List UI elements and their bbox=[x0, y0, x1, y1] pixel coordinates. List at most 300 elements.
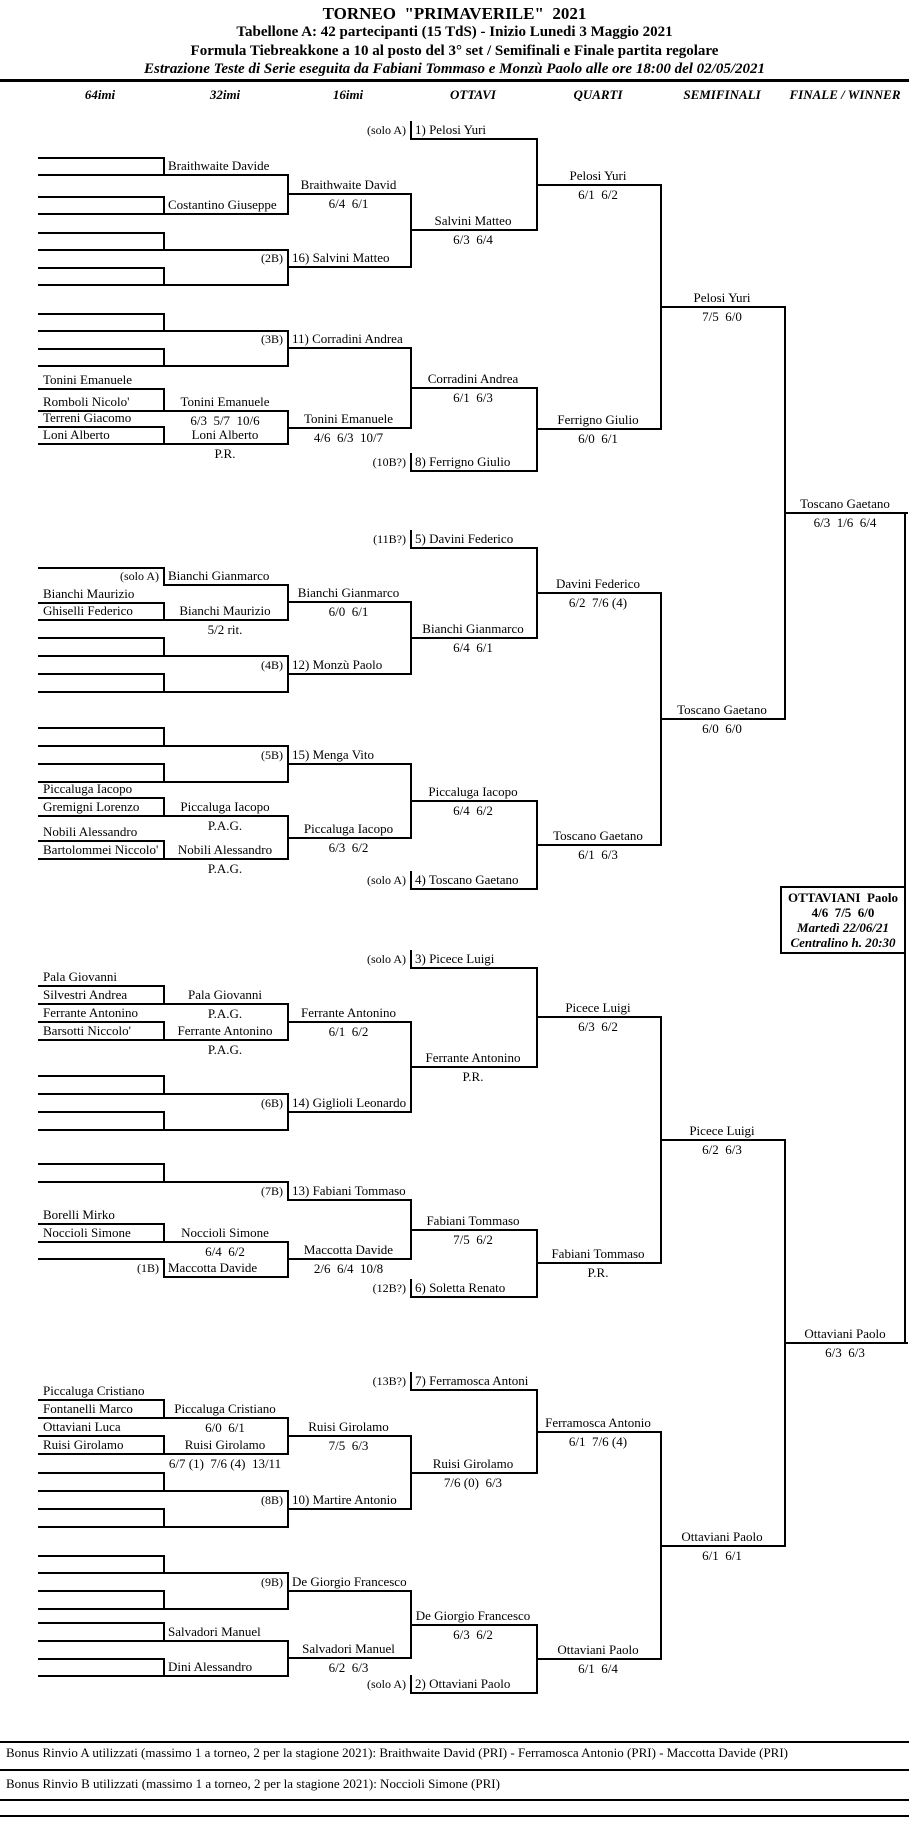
match-score: 6/1 6/3 bbox=[453, 390, 493, 405]
match-score: P.A.G. bbox=[207, 861, 243, 876]
player-name: Ferrante Antonino bbox=[177, 1023, 273, 1038]
seed-draw-note: Estrazione Teste di Serie eseguita da Fabiani Tommaso e Monzù Paolo alle ore 18:00 del 02/05/2021 bbox=[144, 61, 765, 77]
player-name: Nobili Alessandro bbox=[177, 842, 273, 857]
player-name: Barsotti Niccolo' bbox=[43, 1023, 131, 1038]
match-score: 6/4 6/1 bbox=[328, 196, 369, 211]
player-name: Bianchi Gianmarco bbox=[168, 568, 270, 583]
match-score: 7/5 6/2 bbox=[453, 1232, 493, 1247]
bracket-line bbox=[38, 232, 165, 234]
bracket-line bbox=[410, 800, 538, 802]
bracket-line bbox=[163, 584, 289, 586]
bracket-connector bbox=[536, 387, 538, 472]
bracket-connector bbox=[287, 655, 289, 693]
bracket-line bbox=[410, 1692, 538, 1694]
bracket-connector bbox=[660, 592, 662, 846]
bracket-line bbox=[163, 213, 289, 215]
bracket-connector bbox=[410, 1021, 412, 1113]
match-score: 6/1 6/2 bbox=[578, 187, 618, 202]
entry-annotation: (10B?) bbox=[372, 455, 406, 469]
match-score: P.R. bbox=[587, 1265, 609, 1280]
bracket-line bbox=[410, 229, 538, 231]
match-score: 6/0 6/1 bbox=[578, 431, 618, 446]
bracket-line bbox=[287, 1435, 412, 1437]
bracket-line bbox=[38, 267, 165, 269]
player-name: Bianchi Maurizio bbox=[179, 603, 271, 618]
bracket-connector bbox=[287, 1003, 289, 1041]
player-name: Borelli Mirko bbox=[43, 1207, 115, 1222]
bracket-connector bbox=[287, 745, 289, 783]
bracket-line bbox=[536, 844, 662, 846]
bracket-line bbox=[38, 1508, 165, 1510]
bracket-line bbox=[410, 1066, 538, 1068]
separator-rule bbox=[0, 1815, 909, 1817]
bracket-line bbox=[163, 174, 289, 176]
match-score: P.A.G. bbox=[207, 818, 243, 833]
match-score: 6/1 6/4 bbox=[578, 1661, 618, 1676]
player-name: Dini Alessandro bbox=[168, 1659, 253, 1674]
bracket-connector bbox=[784, 306, 786, 720]
player-name: Ferrante Antonino bbox=[43, 1005, 138, 1020]
player-name: Ferrigno Giulio bbox=[557, 412, 639, 427]
bracket-line bbox=[163, 1039, 289, 1041]
player-name: Bianchi Maurizio bbox=[43, 586, 135, 601]
bracket-tick bbox=[410, 871, 412, 888]
entry-annotation: (5B) bbox=[261, 748, 283, 762]
entry-annotation: (3B) bbox=[261, 332, 283, 346]
match-score: 6/2 6/3 bbox=[702, 1142, 742, 1157]
bracket-connector bbox=[660, 1431, 662, 1660]
bracket-connector bbox=[163, 1223, 165, 1243]
bracket-line bbox=[38, 673, 165, 675]
bracket-line bbox=[660, 1545, 786, 1547]
bracket-connector bbox=[163, 313, 165, 332]
bracket-connector bbox=[287, 249, 289, 286]
match-score: 6/0 6/0 bbox=[702, 721, 742, 736]
bracket-line bbox=[410, 637, 538, 639]
match-score: 6/2 7/6 (4) bbox=[568, 595, 628, 610]
bracket-line bbox=[410, 888, 538, 890]
match-score: 6/0 6/1 bbox=[205, 1420, 245, 1435]
bracket-line bbox=[163, 815, 289, 817]
bracket-line bbox=[163, 1241, 289, 1243]
match-score: 6/2 6/3 bbox=[328, 1660, 369, 1675]
bracket-line bbox=[38, 388, 165, 390]
entry-annotation: (solo A) bbox=[367, 123, 406, 137]
player-name: 11) Corradini Andrea bbox=[292, 331, 403, 346]
bracket-connector bbox=[287, 174, 289, 215]
bracket-tick bbox=[410, 950, 412, 967]
bracket-line bbox=[38, 1658, 165, 1660]
bracket-line bbox=[38, 348, 165, 350]
bracket-connector bbox=[163, 388, 165, 412]
match-score: 6/3 6/2 bbox=[578, 1019, 618, 1034]
bracket-connector bbox=[163, 1163, 165, 1183]
bracket-line bbox=[287, 837, 412, 839]
bracket-line bbox=[287, 1111, 412, 1113]
player-name: Piccaluga Cristiano bbox=[174, 1401, 276, 1416]
separator-rule bbox=[0, 79, 909, 82]
player-name: Pelosi Yuri bbox=[569, 168, 627, 183]
bracket-connector bbox=[163, 232, 165, 251]
bracket-line bbox=[163, 1003, 289, 1005]
player-name: 1) Pelosi Yuri bbox=[415, 122, 487, 137]
bracket-line bbox=[38, 727, 165, 729]
player-name: Costantino Giuseppe bbox=[168, 197, 277, 212]
player-name: Picece Luigi bbox=[565, 1000, 631, 1015]
bracket-line bbox=[38, 1555, 165, 1557]
bracket-line bbox=[660, 718, 786, 720]
bracket-connector bbox=[163, 1111, 165, 1131]
bracket-connector bbox=[410, 1590, 412, 1659]
match-score: 6/1 6/2 bbox=[328, 1024, 369, 1039]
bracket-line bbox=[38, 1453, 165, 1455]
bracket-connector bbox=[536, 800, 538, 890]
bracket-connector bbox=[287, 1181, 289, 1201]
bracket-line bbox=[536, 428, 662, 430]
bracket-connector bbox=[536, 1389, 538, 1474]
bracket-tick bbox=[410, 530, 412, 547]
bracket-line bbox=[287, 347, 412, 349]
bracket-line bbox=[38, 619, 165, 621]
bracket-connector bbox=[784, 1139, 786, 1547]
entry-annotation: (solo A) bbox=[120, 569, 159, 583]
bracket-connector bbox=[287, 1417, 289, 1455]
bracket-line bbox=[38, 1675, 165, 1677]
player-name: Davini Federico bbox=[555, 576, 641, 591]
bracket-line bbox=[38, 1039, 165, 1041]
bracket-connector bbox=[287, 1241, 289, 1278]
bracket-tick bbox=[410, 453, 412, 470]
bracket-line bbox=[536, 1262, 662, 1264]
player-name: Pala Giovanni bbox=[187, 987, 262, 1002]
player-name: 3) Picece Luigi bbox=[415, 951, 495, 966]
player-name: Pelosi Yuri bbox=[693, 290, 751, 305]
bracket-connector bbox=[163, 1075, 165, 1095]
column-header-64imi: 64imi bbox=[84, 87, 116, 102]
player-name: Fontanelli Marco bbox=[43, 1401, 133, 1416]
bonus-rinvio-b-note: Bonus Rinvio B utilizzati (massimo 1 a torneo, 2 per la stagione 2021): Noccioli Simone (PRI) bbox=[6, 1776, 500, 1791]
bracket-connector bbox=[287, 410, 289, 445]
bracket-line bbox=[38, 1241, 165, 1243]
bracket-line bbox=[163, 410, 289, 412]
winner-name: OTTAVIANI Paolo bbox=[787, 890, 899, 905]
bracket-line bbox=[38, 1163, 165, 1165]
bracket-connector bbox=[410, 193, 412, 268]
bracket-line bbox=[287, 1199, 412, 1201]
bracket-line bbox=[410, 1296, 538, 1298]
entry-annotation: (7B) bbox=[261, 1184, 283, 1198]
entry-annotation: (12B?) bbox=[372, 1281, 406, 1295]
column-header-semifinali: SEMIFINALI bbox=[683, 87, 761, 102]
bracket-line bbox=[287, 1657, 412, 1659]
match-score: 6/3 1/6 6/4 bbox=[813, 515, 877, 530]
bracket-connector bbox=[163, 637, 165, 657]
bracket-connector bbox=[163, 673, 165, 693]
match-score: P.A.G. bbox=[207, 1006, 243, 1021]
bracket-line bbox=[410, 387, 538, 389]
player-name: Tonini Emanuele bbox=[43, 372, 132, 387]
player-name: Toscano Gaetano bbox=[553, 828, 643, 843]
bracket-connector bbox=[163, 840, 165, 860]
match-score: 7/5 6/3 bbox=[328, 1438, 369, 1453]
bracket-connector bbox=[163, 602, 165, 621]
bracket-connector bbox=[287, 1093, 289, 1131]
bracket-line bbox=[38, 1472, 165, 1474]
player-name: Ruisi Girolamo bbox=[432, 1456, 514, 1471]
player-name: Toscano Gaetano bbox=[800, 496, 890, 511]
player-name: Loni Alberto bbox=[43, 427, 110, 442]
bracket-connector bbox=[163, 1258, 165, 1278]
bracket-line bbox=[38, 313, 165, 315]
bracket-line bbox=[38, 213, 165, 215]
bracket-line bbox=[38, 196, 165, 198]
bracket-line bbox=[38, 1075, 165, 1077]
bracket-line bbox=[410, 1389, 538, 1391]
bracket-connector bbox=[163, 1435, 165, 1455]
final-date: Martedì 22/06/21 bbox=[796, 920, 890, 935]
player-name: Ruisi Girolamo bbox=[184, 1437, 266, 1452]
bracket-connector bbox=[536, 1229, 538, 1298]
player-name: 6) Soletta Renato bbox=[415, 1280, 506, 1295]
bracket-connector bbox=[287, 1490, 289, 1528]
separator-rule bbox=[0, 1741, 909, 1743]
bracket-connector bbox=[536, 967, 538, 1068]
bracket-connector bbox=[410, 763, 412, 839]
player-name: Fabiani Tommaso bbox=[551, 1246, 645, 1261]
match-score: 6/4 6/2 bbox=[453, 803, 493, 818]
bracket-line bbox=[536, 184, 662, 186]
entry-annotation: (1B) bbox=[137, 1261, 159, 1275]
player-name: Noccioli Simone bbox=[181, 1225, 269, 1240]
player-name: Braithwaite Davide bbox=[168, 158, 270, 173]
bracket-connector bbox=[163, 1658, 165, 1677]
bracket-line bbox=[163, 1276, 289, 1278]
entry-annotation: (4B) bbox=[261, 658, 283, 672]
player-name: Maccotta Davide bbox=[303, 1242, 394, 1257]
player-name: Romboli Nicolo' bbox=[43, 394, 130, 409]
entry-annotation: (13B?) bbox=[372, 1374, 406, 1388]
bracket-line bbox=[784, 512, 908, 514]
page-title: TORNEO "PRIMAVERILE" 2021 bbox=[322, 4, 587, 23]
match-score: 6/7 (1) 7/6 (4) 13/11 bbox=[168, 1456, 282, 1471]
match-score: 6/1 7/6 (4) bbox=[568, 1434, 628, 1449]
player-name: Piccaluga Iacopo bbox=[180, 799, 270, 814]
player-name: Ferrante Antonino bbox=[425, 1050, 521, 1065]
match-score: 4/6 6/3 10/7 bbox=[313, 430, 384, 445]
bracket-line bbox=[163, 858, 289, 860]
bracket-tick bbox=[410, 1675, 412, 1692]
bracket-line bbox=[38, 637, 165, 639]
bracket-line bbox=[287, 1021, 412, 1023]
bracket-line bbox=[287, 427, 412, 429]
bracket-line bbox=[38, 443, 165, 445]
match-score: P.R. bbox=[214, 446, 236, 461]
player-name: Ottaviani Luca bbox=[43, 1419, 121, 1434]
separator-rule bbox=[0, 1799, 909, 1801]
player-name: Piccaluga Iacopo bbox=[303, 821, 394, 836]
bracket-line bbox=[536, 1016, 662, 1018]
bracket-line bbox=[287, 763, 412, 765]
player-name: Bianchi Gianmarco bbox=[422, 621, 524, 636]
bracket-connector bbox=[410, 347, 412, 429]
player-name: Braithwaite David bbox=[300, 177, 397, 192]
bracket-line bbox=[536, 1431, 662, 1433]
bracket-connector bbox=[536, 1624, 538, 1694]
player-name: 14) Giglioli Leonardo bbox=[292, 1095, 407, 1110]
match-score: 7/5 6/0 bbox=[702, 309, 742, 324]
bracket-line bbox=[410, 547, 538, 549]
player-name: 5) Davini Federico bbox=[415, 531, 514, 546]
bracket-connector bbox=[660, 1016, 662, 1264]
bracket-line bbox=[410, 1472, 538, 1474]
final-venue-time: Centralino h. 20:30 bbox=[790, 935, 896, 950]
bracket-line bbox=[287, 193, 412, 195]
bracket-line bbox=[38, 157, 165, 159]
player-name: Bianchi Gianmarco bbox=[297, 585, 400, 600]
entry-annotation: (solo A) bbox=[367, 873, 406, 887]
bracket-line bbox=[287, 1590, 412, 1592]
bracket-line bbox=[287, 1258, 412, 1260]
bracket-line bbox=[784, 1342, 908, 1344]
player-name: 2) Ottaviani Paolo bbox=[415, 1676, 511, 1691]
bracket-connector bbox=[163, 985, 165, 1005]
bracket-line bbox=[163, 1417, 289, 1419]
bracket-connector bbox=[163, 157, 165, 176]
bracket-tick bbox=[410, 1372, 412, 1389]
player-name: Salvadori Manuel bbox=[302, 1641, 395, 1656]
winner-box bbox=[780, 886, 906, 954]
bracket-line bbox=[660, 306, 786, 308]
bracket-connector bbox=[163, 797, 165, 817]
bracket-connector bbox=[163, 1472, 165, 1492]
match-score: 2/6 6/4 10/8 bbox=[313, 1261, 384, 1276]
player-name: 12) Monzù Paolo bbox=[292, 657, 383, 672]
player-name: Ruisi Girolamo bbox=[43, 1437, 124, 1452]
bracket-connector bbox=[163, 267, 165, 286]
bracket-line bbox=[410, 1624, 538, 1626]
column-header-finale-winner: FINALE / WINNER bbox=[789, 87, 901, 102]
match-score: 6/3 6/2 bbox=[328, 840, 369, 855]
bracket-connector bbox=[163, 1590, 165, 1610]
bracket-line bbox=[163, 619, 289, 621]
bracket-connector bbox=[287, 1572, 289, 1610]
player-name: Silvestri Andrea bbox=[43, 987, 128, 1002]
bracket-line bbox=[163, 443, 289, 445]
bracket-line bbox=[410, 470, 538, 472]
player-name: Ruisi Girolamo bbox=[308, 1419, 389, 1434]
entry-annotation: (6B) bbox=[261, 1096, 283, 1110]
player-name: Tonini Emanuele bbox=[304, 411, 393, 426]
entry-annotation: (11B?) bbox=[373, 532, 406, 546]
entry-annotation: (solo A) bbox=[367, 952, 406, 966]
match-score: 6/4 6/2 bbox=[205, 1244, 245, 1259]
entry-annotation: (8B) bbox=[261, 1493, 283, 1507]
bracket-line bbox=[38, 1590, 165, 1592]
player-name: Terreni Giacomo bbox=[43, 410, 132, 425]
bracket-connector bbox=[163, 1021, 165, 1041]
player-name: De Giorgio Francesco bbox=[292, 1574, 407, 1589]
bracket-connector bbox=[163, 567, 165, 586]
bracket-tick bbox=[410, 1279, 412, 1296]
match-score: P.R. bbox=[462, 1069, 484, 1084]
bracket-line bbox=[38, 763, 165, 765]
player-name: Salvadori Manuel bbox=[168, 1624, 261, 1639]
bracket-connector bbox=[287, 330, 289, 367]
column-header-ottavi: OTTAVI bbox=[450, 87, 496, 102]
bracket-line bbox=[410, 967, 538, 969]
bracket-connector bbox=[536, 547, 538, 639]
player-name: Ottaviani Paolo bbox=[804, 1326, 886, 1341]
player-name: Piccaluga Cristiano bbox=[43, 1383, 145, 1398]
tournament-subtitle: Tabellone A: 42 partecipanti (15 TdS) - Inizio Lunedi 3 Maggio 2021 bbox=[236, 24, 673, 40]
player-name: Ottaviani Paolo bbox=[557, 1642, 639, 1657]
player-name: 8) Ferrigno Giulio bbox=[415, 454, 511, 469]
match-score: 6/3 6/2 bbox=[453, 1627, 493, 1642]
player-name: Pala Giovanni bbox=[43, 969, 118, 984]
player-name: Salvini Matteo bbox=[434, 213, 512, 228]
player-name: Maccotta Davide bbox=[168, 1260, 258, 1275]
match-score: P.A.G. bbox=[207, 1042, 243, 1057]
entry-annotation: (solo A) bbox=[367, 1677, 406, 1691]
match-score: 6/3 5/7 10/6 bbox=[190, 413, 260, 428]
player-name: Gremigni Lorenzo bbox=[43, 799, 140, 814]
player-name: Piccaluga Iacopo bbox=[43, 781, 133, 796]
bonus-rinvio-a-note: Bonus Rinvio A utilizzati (massimo 1 a torneo, 2 per la stagione 2021): Braithwaite David (PRI) - Ferramosca Antonio (PRI) - Maccotta Davide (PRI) bbox=[6, 1745, 789, 1760]
bracket-connector bbox=[163, 1508, 165, 1528]
bracket-connector bbox=[287, 1640, 289, 1677]
column-header-16imi: 16imi bbox=[332, 87, 364, 102]
bracket-line bbox=[287, 601, 412, 603]
bracket-connector bbox=[163, 196, 165, 215]
match-score: 6/3 6/4 bbox=[453, 232, 493, 247]
column-header-32imi: 32imi bbox=[209, 87, 241, 102]
bracket-connector bbox=[904, 953, 906, 1344]
match-score: 6/1 6/3 bbox=[578, 847, 618, 862]
player-name: Bartolommei Niccolo' bbox=[43, 842, 159, 857]
bracket-line bbox=[536, 592, 662, 594]
bracket-line bbox=[163, 1453, 289, 1455]
bracket-line bbox=[163, 1640, 289, 1642]
bracket-connector bbox=[163, 1622, 165, 1642]
player-name: 13) Fabiani Tommaso bbox=[292, 1183, 406, 1198]
bracket-line bbox=[410, 1229, 538, 1231]
bracket-connector bbox=[904, 512, 906, 889]
match-score: 6/3 6/3 bbox=[825, 1345, 865, 1360]
tournament-formula: Formula Tiebreakkone a 10 al posto del 3° set / Semifinali e Finale partita regolare bbox=[190, 43, 719, 59]
bracket-connector bbox=[287, 584, 289, 621]
player-name: Ghiselli Federico bbox=[43, 603, 133, 618]
player-name: Picece Luigi bbox=[689, 1123, 755, 1138]
bracket-connector bbox=[287, 815, 289, 860]
bracket-connector bbox=[410, 1435, 412, 1510]
player-name: De Giorgio Francesco bbox=[415, 1608, 531, 1623]
player-name: 10) Martire Antonio bbox=[292, 1492, 397, 1507]
bracket-connector bbox=[163, 1555, 165, 1574]
match-score: 6/4 6/1 bbox=[453, 640, 493, 655]
bracket-connector bbox=[163, 426, 165, 445]
bracket-line bbox=[287, 1508, 412, 1510]
bracket-line bbox=[38, 815, 165, 817]
player-name: Loni Alberto bbox=[191, 427, 259, 442]
match-score: 7/6 (0) 6/3 bbox=[443, 1475, 503, 1490]
bracket-connector bbox=[163, 348, 165, 367]
bracket-connector bbox=[163, 763, 165, 783]
bracket-connector bbox=[410, 601, 412, 675]
player-name: Fabiani Tommaso bbox=[426, 1213, 520, 1228]
player-name: Ferrante Antonino bbox=[301, 1005, 396, 1020]
match-score: 6/1 6/1 bbox=[702, 1548, 742, 1563]
final-score: 4/6 7/5 6/0 bbox=[811, 905, 875, 920]
